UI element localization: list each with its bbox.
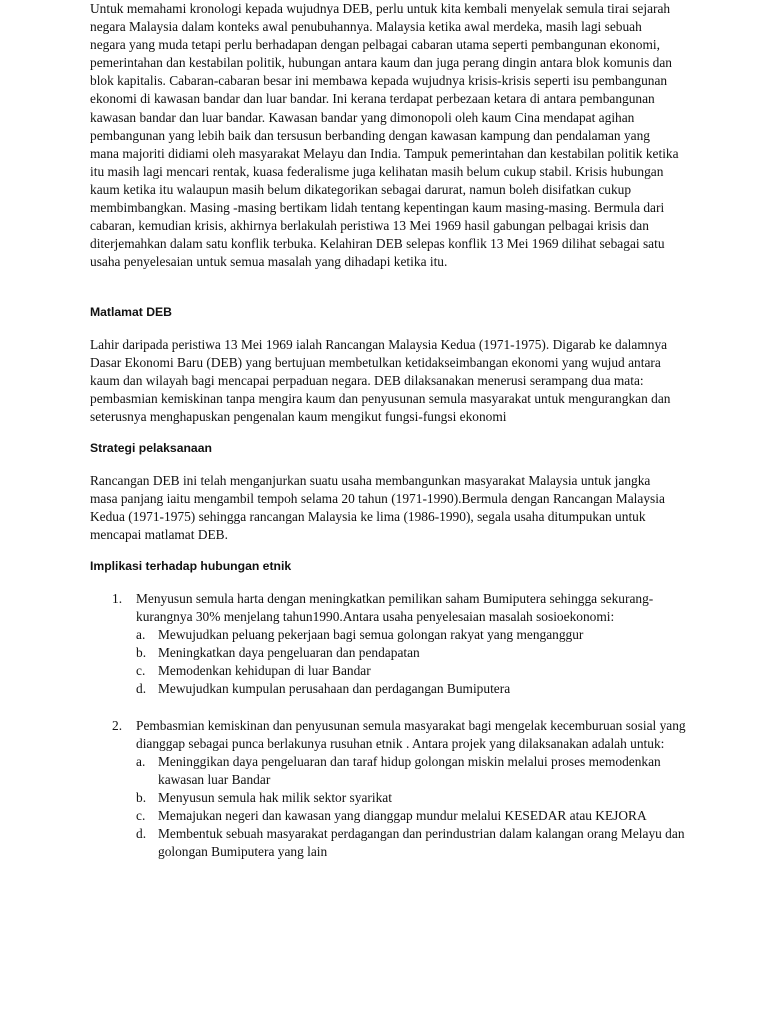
sub-list-item — [136, 680, 690, 698]
sub-list — [136, 753, 690, 862]
heading-matlamat: Matlamat DEB — [90, 305, 172, 319]
sub-list — [136, 626, 690, 698]
sub-letter: a. — [136, 753, 146, 769]
sub-letter: c. — [136, 808, 146, 824]
sub-item-text: Mewujudkan peluang pekerjaan bagi semua golongan rakyat yang menganggur — [158, 627, 584, 643]
list-item-text: Pembasmian kemiskinan dan penyusunan semula masyarakat bagi mengelak kecemburuan sosial yang dianggap sebagai punca berlakunya rusuhan etnik . Antara projek yang dilaksanakan adalah untuk: — [136, 717, 686, 751]
list-number: 1. — [112, 591, 123, 606]
heading-strategi: Strategi pelaksanaan — [90, 441, 212, 455]
sub-list-item — [136, 753, 690, 789]
implikasi-list — [90, 590, 690, 861]
sub-list-item — [136, 789, 690, 807]
sub-list-item — [136, 807, 690, 825]
sub-list-item — [136, 644, 690, 662]
strategi-paragraph: Rancangan DEB ini telah menganjurkan suatu usaha membangunkan masyarakat Malaysia untuk jangka masa panjang iaitu mengambil tempoh selama 20 tahun (1971-1990).Bermula dengan Rancangan Malaysia Kedua (1971-1975) sehingga rancangan Malaysia ke lima (1986-1990), segala usaha ditumpukan untuk mencapai matlamat DEB. — [90, 473, 665, 543]
sub-item-text: Meninggikan daya pengeluaran dan taraf hidup golongan miskin melalui proses memodenkan kawasan luar Bandar — [158, 753, 661, 787]
sub-item-text: Mewujudkan kumpulan perusahaan dan perdagangan Bumiputera — [158, 681, 511, 697]
sub-list-item — [136, 825, 690, 861]
sub-letter: a. — [136, 627, 146, 643]
sub-item-text: Menyusun semula hak milik sektor syarikat — [158, 789, 392, 805]
sub-item-text: Memodenkan kehidupan di luar Bandar — [158, 663, 371, 679]
matlamat-paragraph: Lahir daripada peristiwa 13 Mei 1969 ialah Rancangan Malaysia Kedua (1971-1975). Digarab ke dalamnya Dasar Ekonomi Baru (DEB) yang bertujuan membetulkan ketidakseimbangan ekonomi yang wujud antara kaum dan wilayah bagi mencapai perpaduan negara. DEB dilaksanakan menerusi serampang dua mata: pembasmian kemiskinan tanpa mengira kaum dan penyusunan semula masyarakat untuk mengurangkan dan seterusnya menghapuskan pengenalan kaum mengikut fungsi-fungsi ekonomi — [90, 337, 671, 425]
sub-item-text: Membentuk sebuah masyarakat perdagangan dan perindustrian dalam kalangan orang Melayu dan golongan Bumiputera yang lain — [158, 826, 685, 860]
intro-paragraph: Untuk memahami kronologi kepada wujudnya DEB, perlu untuk kita kembali menyelak semula tirai sejarah negara Malaysia dalam konteks awal penubuhannya. Malaysia ketika awal merdeka, masih lagi sebuah negara yang muda tetapi perlu berhadapan dengan pelbagai cabaran utama seperti pembangunan ekonomi, pemerintahan dan kestabilan politik, hubungan antara kaum dan juga perang dingin antara blok komunis dan blok kapitalis. Cabaran-cabaran besar ini membawa kepada wujudnya krisis-krisis seperti isu pembangunan ekonomi di kawasan bandar dan luar bandar. Ini kerana terdapat perbezaan ketara di antara pembangunan kawasan bandar dan luar bandar. Kawasan bandar yang dimonopoli oleh kaum Cina mendapat agihan pembangunan yang lebih baik dan tersusun berbanding dengan kawasan kampung dan pendalaman yang mana majoriti didiami oleh masyarakat Melayu dan India. Tampuk pemerintahan dan kestabilan politik ketika itu masih lagi mencari rentak, kuasa federalisme juga kelihatan masih belum cukup stabil. Krisis hubungan kaum ketika itu walaupun masih belum dikategorikan sebagai darurat, namun boleh disifatkan cukup membimbangkan. Masing -masing bertikam lidah tentang kepentingan kaum masing-masing. Bermula dari cabaran, kemudian krisis, akhirnya berlakulah peristiwa 13 Mei 1969 hasil gabungan pelbagai krisis dan diterjemahkan dalam satu konflik terbuka. Kelahiran DEB selepas konflik 13 Mei 1969 dilihat sebagai satu usaha penyelesaian untuk semua masalah yang dihadapi ketika itu. — [90, 1, 679, 270]
sub-letter: d. — [136, 826, 147, 842]
sub-item-text: Meningkatkan daya pengeluaran dan pendapatan — [158, 645, 420, 661]
list-item — [90, 717, 690, 862]
heading-implikasi: Implikasi terhadap hubungan etnik — [90, 559, 292, 573]
sub-list-item — [136, 662, 690, 680]
list-item-text: Menyusun semula harta dengan meningkatkan pemilikan saham Bumiputera sehingga sekurang-kurangnya 30% menjelang tahun1990.Antara usaha penyelesaian masalah sosioekonomi: — [136, 591, 654, 625]
sub-letter: b. — [136, 645, 147, 661]
sub-letter: b. — [136, 789, 147, 805]
sub-list-item — [136, 626, 690, 644]
list-item — [90, 590, 690, 699]
sub-letter: d. — [136, 681, 147, 697]
sub-letter: c. — [136, 663, 146, 679]
list-number: 2. — [112, 717, 123, 733]
sub-item-text: Memajukan negeri dan kawasan yang dianggap mundur melalui KESEDAR atau KEJORA — [158, 808, 647, 824]
